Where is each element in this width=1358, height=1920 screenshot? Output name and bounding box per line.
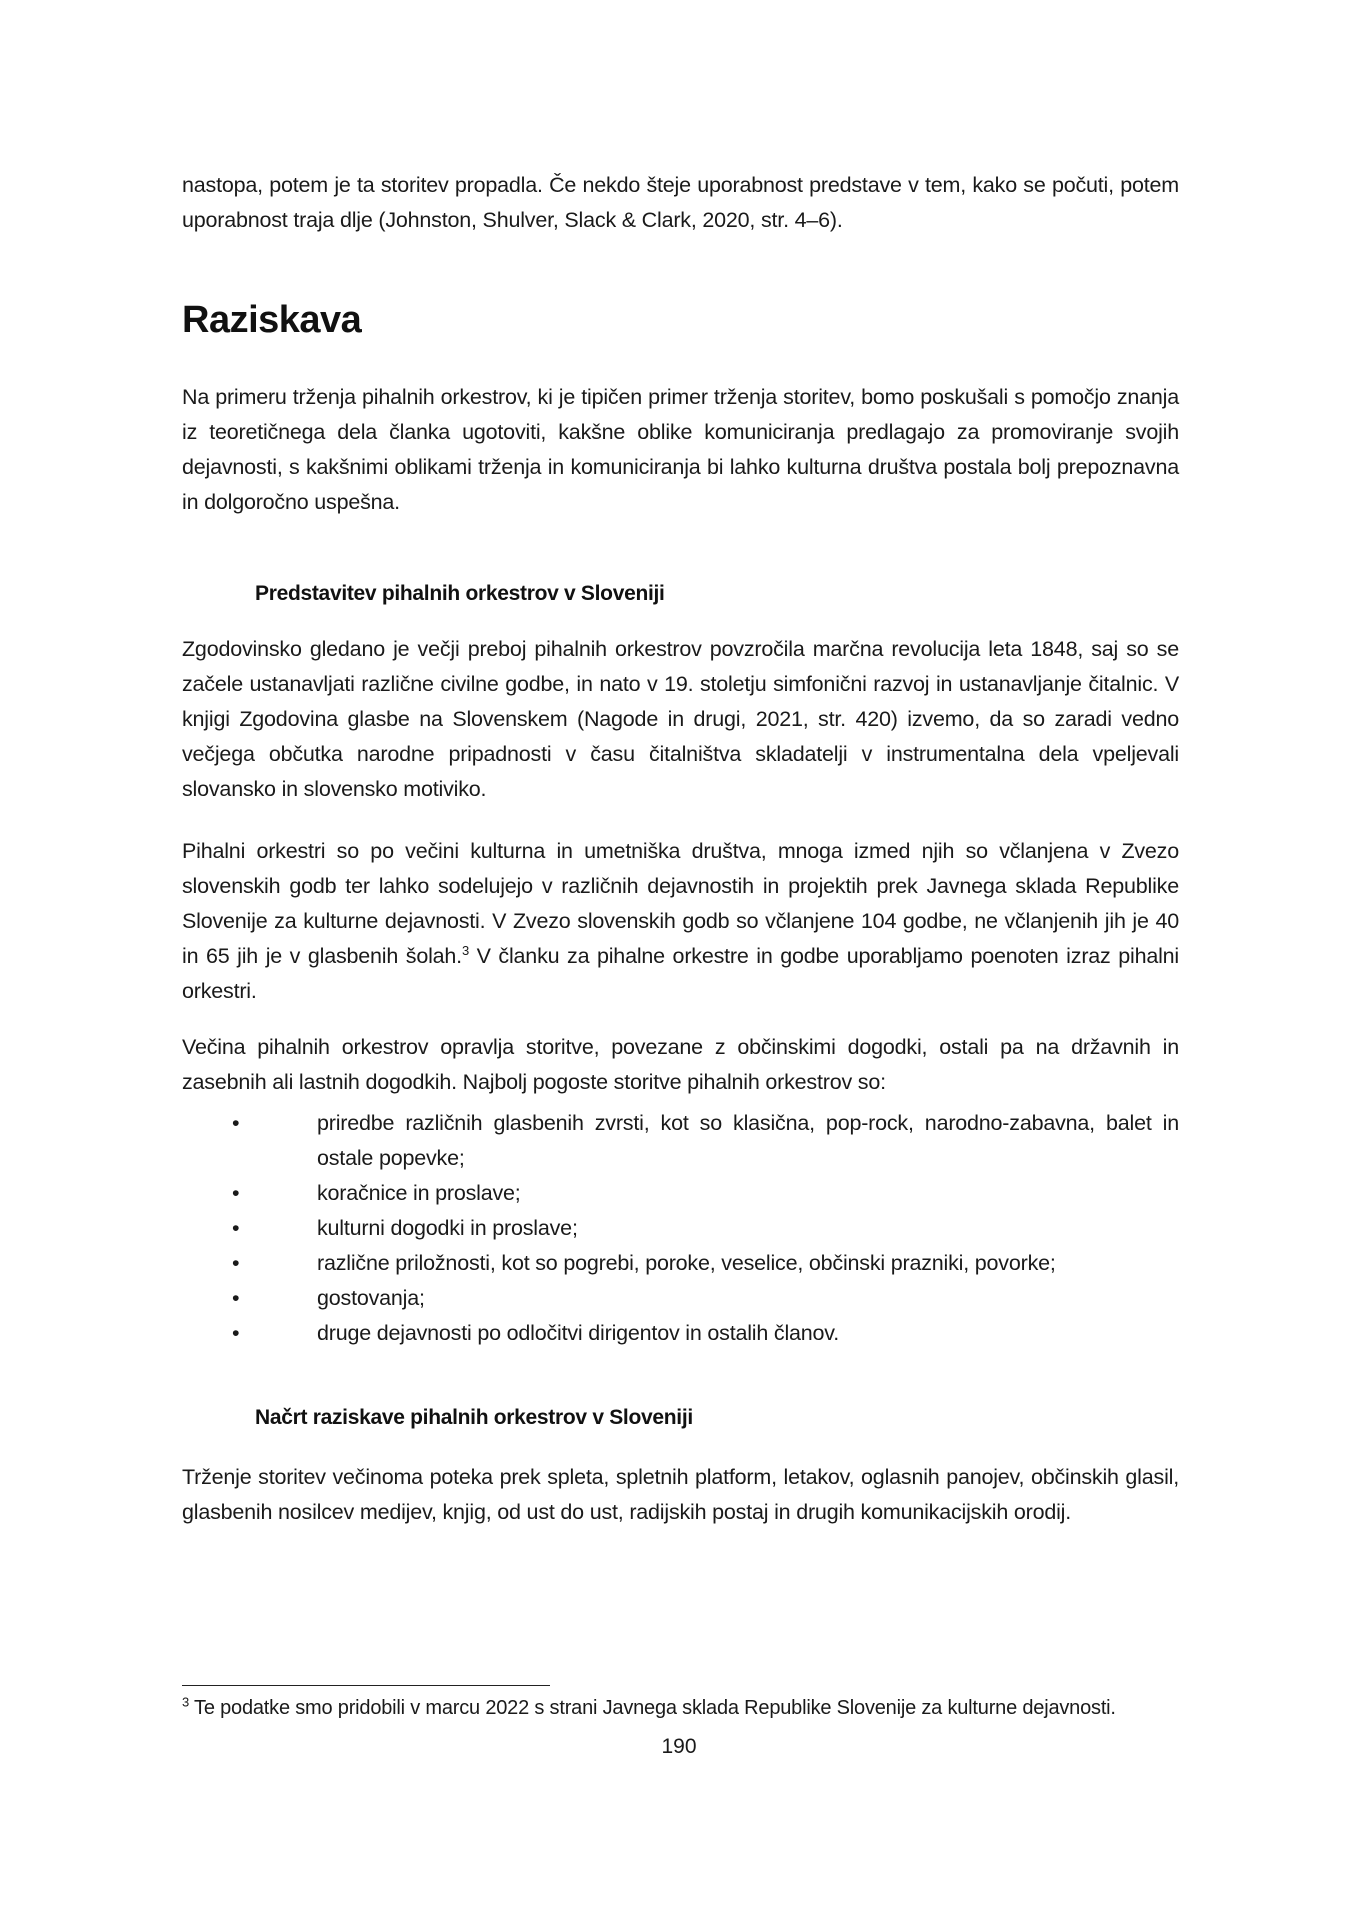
list-item-text: gostovanja; — [317, 1286, 425, 1310]
list-item — [182, 1106, 1179, 1176]
list-item — [182, 1246, 1179, 1281]
page-number: 190 — [661, 1735, 697, 1758]
footnote-reference[interactable]: 3 — [461, 942, 469, 958]
footnote — [182, 1694, 1179, 1722]
list-item — [182, 1211, 1179, 1246]
section-intro-paragraph: Na primeru trženja pihalnih orkestrov, ki je tipičen primer trženja storitev, bomo poskušali s pomočjo znanja iz teoretičnega dela članka ugotoviti, kakšne oblike komuniciranja predlagajo za promoviranje svojih dejavnosti, s kakšnimi oblikami trženja in komuniciranja bi lahko kulturna društva postala bolj prepoznavna in dolgoročno uspešna. — [182, 385, 1179, 514]
services-intro-paragraph: Večina pihalnih orkestrov opravlja storitve, povezane z občinskimi dogodki, ostali pa na državnih in zasebnih ali lastnih dogodkih. Najbolj pogoste storitve pihalnih orkestrov so: — [182, 1035, 1179, 1094]
bullet-icon: • — [232, 1251, 240, 1275]
list-item — [182, 1176, 1179, 1211]
bullet-icon: • — [232, 1286, 240, 1310]
bullet-icon: • — [232, 1181, 240, 1205]
footnote-number: 3 — [182, 1694, 190, 1710]
list-item-text: koračnice in proslave; — [317, 1181, 521, 1205]
history-paragraph: Zgodovinsko gledano je večji preboj pihalnih orkestrov povzročila marčna revolucija leta 1848, saj so se začele ustanavljati različne civilne godbe, in nato v 19. stoletju simfonični razvoj in ustanavljanje čitalnic. V knjigi Zgodovina glasbe na Slovenskem (Nagode in drugi, 2021, str. 420) izvemo, da so zaradi vedno večjega občutka narodne pripadnosti v času čitalništva skladatelji v instrumentalna dela vpeljevali slovansko in slovensko motiviko. — [182, 637, 1179, 801]
membership-text-continued: V članku za pihalne orkestre in godbe uporabljamo poenoten izraz pihalni orkestri. — [182, 944, 1179, 1003]
list-item-text: kulturni dogodki in proslave; — [317, 1216, 578, 1240]
bullet-icon: • — [232, 1216, 240, 1240]
list-item-text: različne priložnosti, kot so pogrebi, poroke, veselice, občinski prazniki, povorke; — [317, 1251, 1056, 1275]
membership-paragraph — [182, 834, 1179, 1009]
list-item — [182, 1316, 1179, 1351]
list-item-text: druge dejavnosti po odločitvi dirigentov in ostalih članov. — [317, 1321, 840, 1345]
section-title: Raziskava — [182, 299, 362, 341]
subsection-title-nacrt: Načrt raziskave pihalnih orkestrov v Sloveniji — [255, 1406, 693, 1429]
marketing-channels-paragraph: Trženje storitev večinoma poteka prek spleta, spletnih platform, letakov, oglasnih panojev, občinskih glasil, glasbenih nosilcev medijev, knjig, od ust do ust, radijskih postaj in drugih komunikacijskih orodij. — [182, 1465, 1179, 1524]
list-item-text: priredbe različnih glasbenih zvrsti, kot so klasična, pop-rock, narodno-zabavna, balet in ostale popevke; — [317, 1111, 1179, 1170]
subsection-title-predstavitev: Predstavitev pihalnih orkestrov v Sloveniji — [255, 582, 665, 605]
footnote-separator — [182, 1685, 550, 1686]
continuation-paragraph: nastopa, potem je ta storitev propadla. Če nekdo šteje uporabnost predstave v tem, kako se počuti, potem uporabnost traja dlje (Johnston, Shulver, Slack & Clark, 2020, str. 4–6). — [182, 173, 1179, 232]
footnote-text: Te podatke smo pridobili v marcu 2022 s strani Javnega sklada Republike Slovenije za kulturne dejavnosti. — [189, 1697, 1116, 1719]
services-list — [182, 1106, 1179, 1351]
bullet-icon: • — [232, 1111, 240, 1135]
list-item — [182, 1281, 1179, 1316]
membership-text: Pihalni orkestri so po večini kulturna in umetniška društva, mnoga izmed njih so včlanjena v Zvezo slovenskih godb ter lahko sodelujejo v različnih dejavnostih in projektih prek Javnega sklada Republike Slovenije za kulturne dejavnosti. V Zvezo slovenskih godb so včlanjene 104 godbe, ne včlanjenih jih je 40 in 65 jih je v glasbenih šolah. — [182, 839, 1179, 968]
bullet-icon: • — [232, 1321, 240, 1345]
